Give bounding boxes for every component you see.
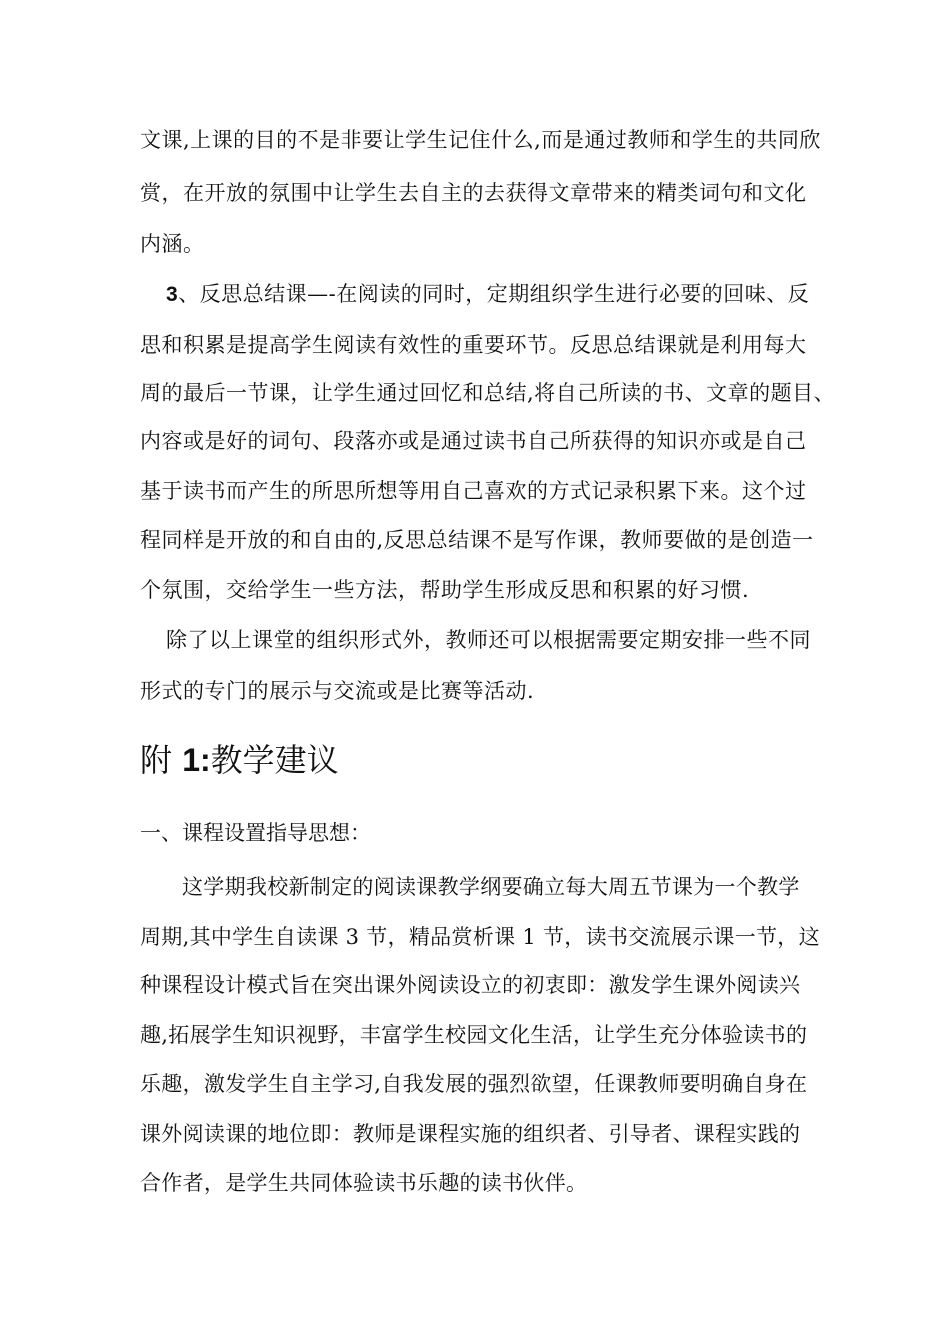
paragraph1-line-1: 文课,上课的目的不是非要让学生记住什么,而是通过教师和学生的共同欣 [140,128,821,152]
paragraph2-line-2: 思和积累是提高学生阅读有效性的重要环节。反思总结课就是利用每大 [140,333,807,357]
paragraph1-line-3: 内涵。 [140,232,205,256]
appendix-heading-number: 1: [182,742,211,778]
paragraph2-line-3: 周的最后一节课，让学生通过回忆和总结,将自己所读的书、文章的题目、 [140,381,836,405]
paragraph2-line-5: 基于读书而产生的所思所想等用自己喜欢的方式记录积累下来。这个过 [140,479,807,503]
paragraph3-line-1: 除了以上课堂的组织形式外，教师还可以根据需要定期安排一些不同 [166,628,811,652]
paragraph4-line-5: 乐趣，激发学生自主学习,自我发展的强烈欲望，任课教师要明确自身在 [140,1072,808,1096]
item-number: 3 [166,283,179,306]
paragraph4-line-7: 合作者，是学生共同体验读书乐趣的读书伙伴。 [140,1171,588,1195]
paragraph4-line-6: 课外阅读课的地位即：教师是课程实施的组织者、引导者、课程实践的 [140,1122,801,1146]
paragraph4-line-1: 这学期我校新制定的阅读课教学纲要确立每大周五节课为一个教学 [182,875,800,899]
paragraph2-line-4: 内容或是好的词句、段落亦或是通过读书自己所获得的知识亦或是自己 [140,429,807,453]
appendix-heading-prefix: 附 [140,741,183,779]
paragraph1-line-2: 赏，在开放的氛围中让学生去自主的去获得文章带来的精类词句和文化 [140,181,807,205]
paragraph4-line-4: 趣,拓展学生知识视野，丰富学生校园文化生活，让学生充分体验读书的 [140,1023,808,1047]
paragraph2-line-6: 程同样是开放的和自由的,反思总结课不是写作课，教师要做的是创造一 [140,528,814,552]
paragraph2-line-7: 个氛围，交给学生一些方法，帮助学生形成反思和积累的好习惯. [140,578,750,602]
appendix-heading-title: 教学建议 [210,741,339,779]
paragraph2-line-1-text: 、反思总结课—-在阅读的同时，定期组织学生进行必要的回味、反 [178,282,810,306]
paragraph4-line-2: 周期,其中学生自读课 3 节，精品赏析课 1 节，读书交流展示课一节，这 [140,925,820,949]
paragraph3-line-2: 形式的专门的展示与交流或是比赛等活动. [140,679,535,703]
section1-title: 一、课程设置指导思想： [140,821,371,845]
paragraph4-line-3: 种课程设计模式旨在突出课外阅读设立的初衷即：激发学生课外阅读兴 [140,973,801,997]
paragraph2-line-1 [166,281,809,308]
appendix-heading [140,740,339,780]
